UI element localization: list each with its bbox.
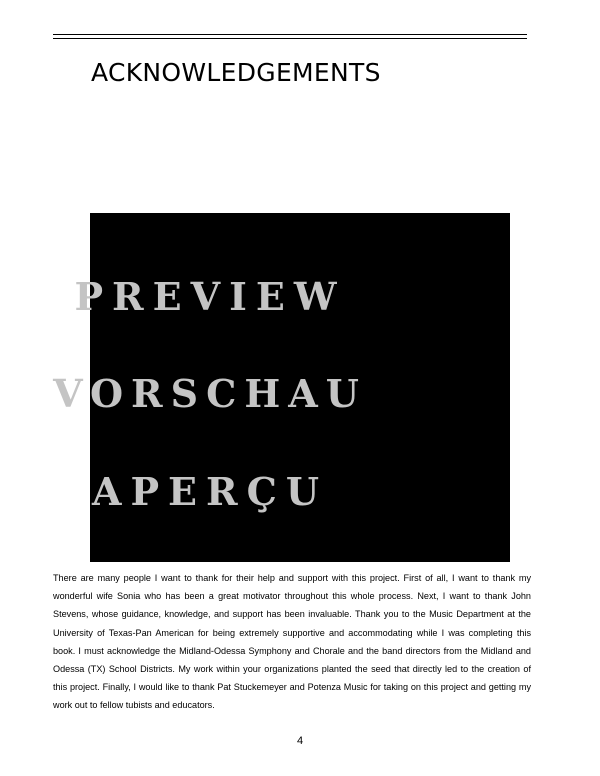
watermark-word-preview: PREVIEW xyxy=(74,274,346,319)
acknowledgements-paragraph: There are many people I want to thank for their help and support with this project. First of all, I want to thank my wonderful wife Sonia who has been a great motivator throughout this whole process. Next, I want to thank John Stevens, whose guidance, knowledge, and support has been invaluable. Thank you to the Music Department at the University of Texas-Pan American for being extremely supportive and accommodating while I was completing this book. I must acknowledge the Midland-Odessa Symphony and Chorale and the band directors from the Midland and Odessa (TX) School Districts. My work within your organizations planted the seed that directly led to the creation of this project. Finally, I would like to thank Pat Stuckemeyer and Potenza Music for taking on this project and getting my work out to fellow tubists and educators. xyxy=(53,573,531,711)
header-rule-thin xyxy=(53,38,527,39)
header-rule-thick xyxy=(53,34,527,35)
page-title: ACKNOWLEDGEMENTS xyxy=(91,58,381,87)
watermark-word-vorschau: VORSCHAU xyxy=(53,371,367,416)
watermark-word-apercu: APERÇU xyxy=(92,469,328,514)
page-number: 4 xyxy=(296,735,304,747)
